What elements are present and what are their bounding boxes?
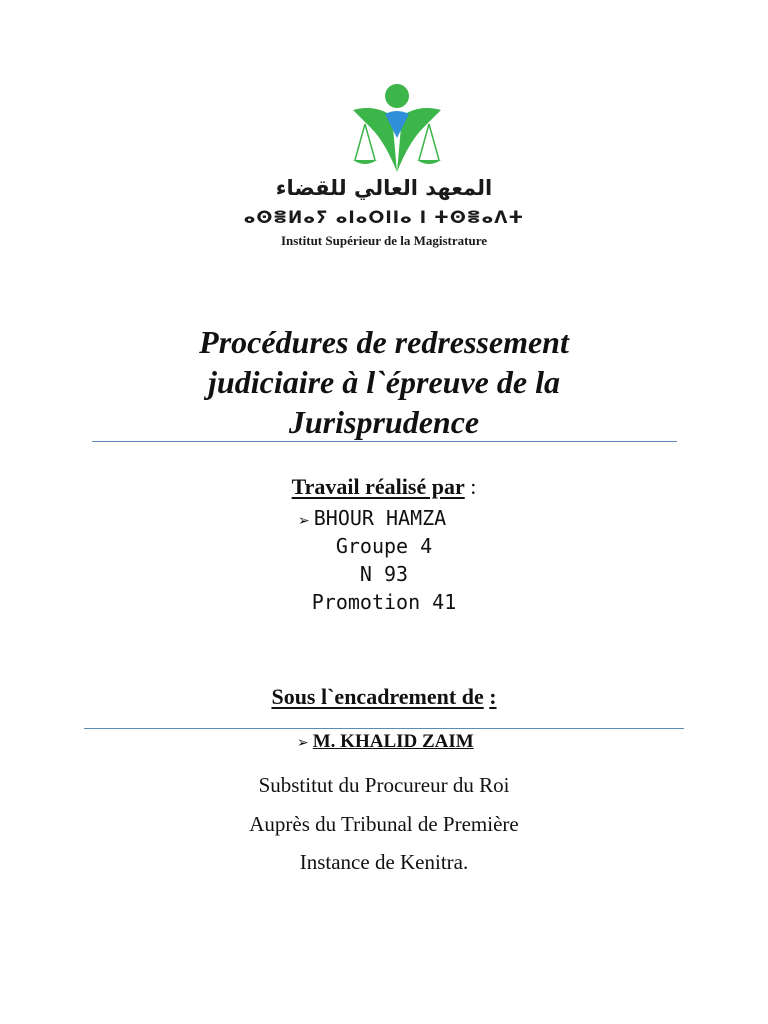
institute-name-arabic: المعهد العالي للقضاء (275, 176, 493, 200)
supervisor-name: M. KHALID ZAIM (312, 731, 474, 752)
institute-name-french: Institut Supérieur de la Magistrature (280, 233, 488, 248)
title-divider (92, 441, 677, 442)
supervisor-role-line-3: Instance de Kenitra. (299, 850, 469, 874)
author-heading (0, 474, 768, 500)
supervisor-name-line (297, 731, 474, 753)
title-line-3: Jurisprudence (288, 404, 480, 440)
title-line-2: judiciaire à l`épreuve de la (208, 364, 560, 400)
supervisor-heading (0, 684, 768, 710)
author-heading-label: Travail réalisé par (291, 474, 465, 499)
author-name-line (298, 506, 446, 530)
author-promotion: Promotion 41 (311, 590, 457, 614)
arrow-bullet-icon: ➢ (297, 735, 309, 751)
institute-name-tifinagh: ⴰⵙⴻⵍⴰⵢ ⴰⵏⴰⵔⵏⵏⴰ ⵏ ⵜⵙⴻⴰⴷⵜ (243, 208, 525, 228)
title-line-1: Procédures de redressement (199, 324, 569, 360)
supervisor-role-line-2: Auprès du Tribunal de Première (249, 812, 519, 836)
supervisor-heading-colon: : (489, 684, 497, 709)
supervisor-heading-label: Sous l`encadrement de (271, 684, 484, 709)
author-group: Groupe 4 (335, 534, 433, 558)
arrow-bullet-icon: ➢ (298, 513, 310, 529)
author-name: BHOUR HAMZA (313, 506, 447, 530)
scales-of-justice-icon (345, 82, 445, 174)
logo-head (385, 84, 409, 108)
supervisor-divider (84, 728, 684, 729)
author-heading-colon: : (464, 474, 477, 499)
document-title (0, 322, 768, 442)
author-number: N 93 (359, 562, 409, 586)
supervisor-role-line-1: Substitut du Procureur du Roi (258, 773, 510, 797)
